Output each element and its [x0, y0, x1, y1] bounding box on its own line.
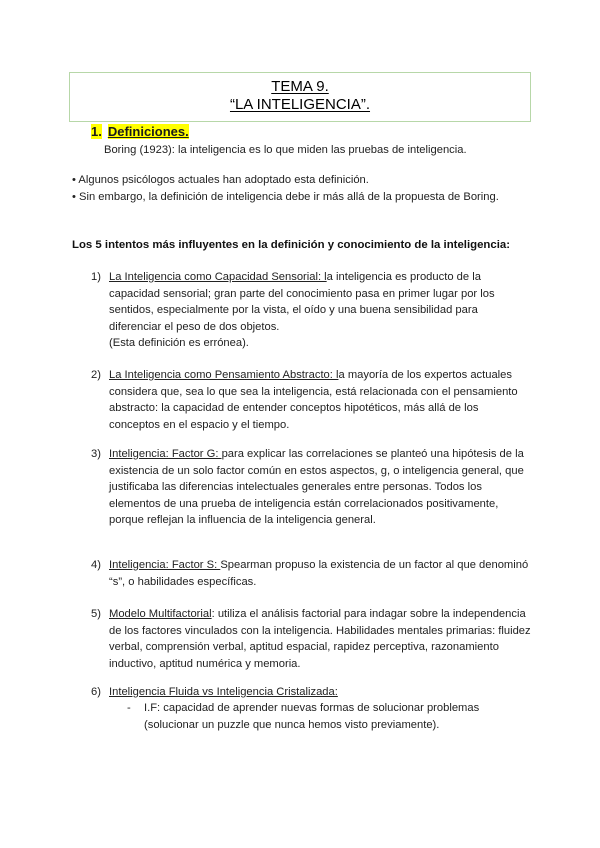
item-heading: La Inteligencia como Pensamiento Abstracto: l [109, 369, 339, 381]
section-label: Definiciones. [107, 124, 189, 139]
list-item [91, 557, 531, 590]
item-heading: Modelo Multifactorial [109, 608, 212, 620]
boring-definition: Boring (1923): la inteligencia es lo que miden las pruebas de inteligencia. [104, 144, 467, 156]
list-item [91, 269, 531, 352]
title-box [69, 72, 531, 122]
item-heading: La Inteligencia como Capacidad Sensorial: l [109, 271, 327, 283]
item-heading: Inteligencia: Factor G: [109, 448, 222, 460]
item-heading: Inteligencia: Factor S: [109, 559, 221, 571]
item-number: 4) [91, 559, 101, 571]
item-heading: Inteligencia Fluida vs Inteligencia Cristalizada: [109, 686, 338, 698]
list-item [91, 606, 531, 672]
item-text: a mayoría de los expertos actuales considera que, sea lo que sea la inteligencia, está relacionada con el pensamiento abstracto: la capacidad de entender conceptos hipotéticos, más allá de los conceptos en el espacio y el tiempo. [109, 369, 518, 431]
list-item [91, 446, 531, 529]
item-text: a inteligencia es producto de la capacidad sensorial; gran parte del conocimiento pasa en primer lugar por los sentidos, especialmente por la vista, el oído y una buena sensibilidad para diferenciar el peso de dos objetos. [109, 271, 495, 333]
sub-item [127, 700, 527, 733]
item-number: 6) [91, 686, 101, 698]
item-number: 2) [91, 369, 101, 381]
list-item [91, 367, 531, 433]
section-heading [91, 124, 189, 140]
item-text: para explicar las correlaciones se planteó una hipótesis de la existencia de un solo factor común en estos aspectos, g, o inteligencia general, que justificaba las diferencias intelectuales generales entre personas. Todos los elementos de una prueba de inteligencia están correlacionados positivamente, porque reflejan la influencia de la inteligencia general. [109, 448, 524, 526]
item-text: : utiliza el análisis factorial para indagar sobre la independencia de los factores vinculados con la inteligencia. Habilidades mentales primarias: fluidez verbal, comprensión verbal, aptitud espacial, rapidez perceptiva, razonamiento inductivo, aptitud numérica y memoria. [109, 608, 531, 670]
dash-marker: - [127, 702, 131, 714]
item-number: 1) [91, 271, 101, 283]
item-text: Spearman propuso la existencia de un factor al que denominó “s”, o habilidades específicas. [109, 559, 529, 588]
bullet-item: • Algunos psicólogos actuales han adoptado esta definición. [72, 174, 369, 186]
title-line-2: “LA INTELIGENCIA”. [229, 96, 371, 113]
list-item [91, 684, 531, 701]
intro-heading: Los 5 intentos más influyentes en la definición y conocimiento de la inteligencia: [72, 239, 510, 251]
item-note: (Esta definición es errónea). [109, 337, 249, 349]
item-number: 5) [91, 608, 101, 620]
title-line-1: TEMA 9. [271, 78, 329, 95]
section-number: 1. [91, 124, 102, 139]
item-number: 3) [91, 448, 101, 460]
bullet-item: • Sin embargo, la definición de inteligencia debe ir más allá de la propuesta de Boring. [72, 190, 499, 203]
sub-item-text: I.F: capacidad de aprender nuevas formas de solucionar problemas (solucionar un puzzle que nunca hemos visto previamente). [144, 702, 480, 731]
bullet-list [72, 172, 522, 205]
